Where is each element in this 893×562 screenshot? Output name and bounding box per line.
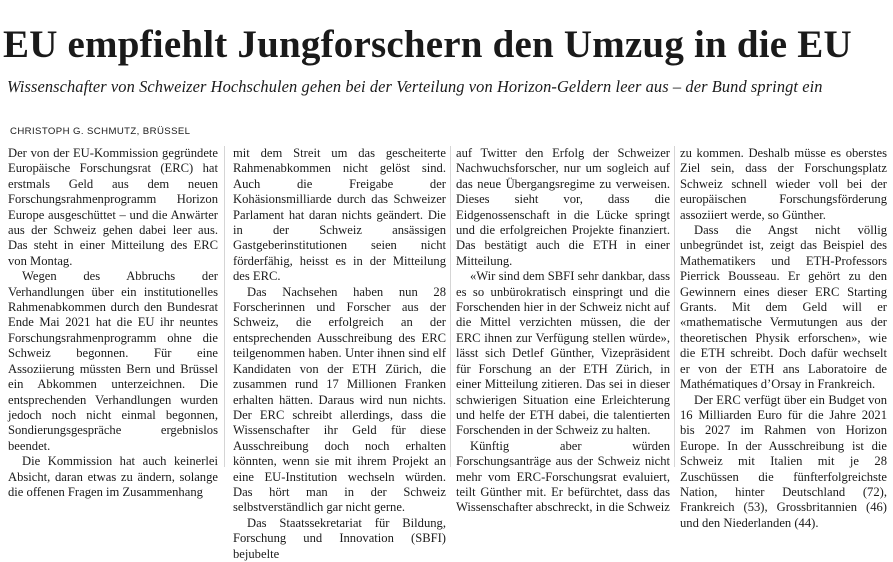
article-column-1 bbox=[8, 146, 218, 500]
paragraph: Die Kommission hat auch keinerlei Absicht, daran etwas zu ändern, solange die offenen Fragen im Zusammenhang bbox=[8, 454, 218, 499]
paragraph: Der ERC verfügt über ein Budget von 16 Milliarden Euro für die Jahre 2021 bis 2027 im Rahmen von Horizon Europe. In der Ausschreibung ist die Schweiz mit Italien mit je 28 Zuschüssen die fünfterfolgreichste Nation, hinter Deutschland (72), Frankreich (53), Grossbritannien (46) und den Niederlanden (44). bbox=[680, 392, 887, 530]
paragraph: Wegen des Abbruchs der Verhandlungen über ein institutionelles Rahmenabkommen durch den Bundesrat Ende Mai 2021 hat die EU ihr neuntes Forschungsrahmenprogramm ohne die Schweiz begonnen. Für eine Assoziierung müssten Bern und Brüssel ein Abkommen unterzeichnen. Die entsprechenden Verhandlungen wurden jedoch noch nicht einmal begonnen, Sondierungsgespräche ergebnislos beendet. bbox=[8, 269, 218, 453]
paragraph: «Wir sind dem SBFI sehr dankbar, dass es so unbürokratisch einspringt und die Forschenden hier in der Schweiz nicht auf die Mittel verzichten müssen, die der ERC ihnen zur Verfügung stellen würde», lässt sich Detlef Günther, Vizepräsident für Forschung an der ETH Zürich, in einer Mitteilung zitieren. Das sei in dieser schwierigen Situation eine Erleichterung und helfe der ETH dabei, die talentierten Forschenden in der Schweiz zu halten. bbox=[456, 269, 670, 438]
paragraph: mit dem Streit um das gescheiterte Rahmenabkommen nicht gelöst sind. Auch die Freigabe der Kohäsionsmilliarde durch das Schweizer Parlament hat daran nichts geändert. Die in der Schweiz ansässigen Gastgeberinstitutionen seien nicht förderfähig, heisst es in der Mitteilung des ERC. bbox=[233, 146, 446, 284]
column-divider bbox=[224, 146, 225, 467]
column-divider bbox=[674, 146, 675, 467]
paragraph: Künftig aber würden Forschungsanträge aus der Schweiz nicht mehr vom ERC-Forschungsrat evaluiert, teilt Günther mit. Er befürchtet, dass das Wissenschafter abschreckt, in die Schweiz bbox=[456, 438, 670, 515]
paragraph: Der von der EU-Kommission gegründete Europäische Forschungsrat (ERC) hat erstmals Geld aus dem neuen Forschungsrahmenprogramm Horizon Europe ausgeschüttet – und die Anwärter aus der Schweiz gehen dabei leer aus. Das steht in einer Mitteilung des ERC von Montag. bbox=[8, 146, 218, 268]
byline: CHRISTOPH G. SCHMUTZ, BRÜSSEL bbox=[10, 126, 191, 137]
paragraph: Das Staatssekretariat für Bildung, Forschung und Innovation (SBFI) bejubelte bbox=[233, 515, 446, 561]
paragraph: zu kommen. Deshalb müsse es oberstes Ziel sein, dass der Forschungsplatz Schweiz schnell wieder voll bei der europäischen Forschungsförderung assoziiert werde, so Günther. bbox=[680, 146, 887, 222]
article-column-2 bbox=[233, 146, 446, 562]
column-divider bbox=[450, 146, 451, 467]
subheadline: Wissenschafter von Schweizer Hochschulen gehen bei der Verteilung von Horizon-Geldern leer aus – der Bund springt ein bbox=[7, 77, 823, 96]
paragraph: auf Twitter den Erfolg der Schweizer Nachwuchsforscher, nur um sogleich auf das neue Übergangsregime zu verweisen. Dieses sieht vor, dass die Eidgenossenschaft in die Lücke springt und die erfolgreichen Projekte finanziert. Das bestätigt auch die ETH in einer Mitteilung. bbox=[456, 146, 670, 268]
paragraph: Das Nachsehen haben nun 28 Forscherinnen und Forscher aus der Schweiz, die erfolgreich an der entsprechenden Ausschreibung des ERC teilgenommen haben. Unter ihnen sind elf Kandidaten von der ETH Zürich, die zusammen rund 17 Millionen Franken erhalten hätten. Daraus wird nun nichts. Der ERC schreibt allerdings, dass die Wissenschafter ihr Geld für diese Ausschreibung doch noch erhalten könnten, wenn sie mit ihrem Projekt an eine EU-Institution wechseln würden. Das hört man in der Schweiz selbstverständlich gar nicht gerne. bbox=[233, 284, 446, 515]
article-column-4 bbox=[680, 146, 887, 531]
paragraph: Dass die Angst nicht völlig unbegründet ist, zeigt das Beispiel des Mathematikers und ETH-Professors Pierrick Bousseau. Er gehört zu den Gewinnern eines dieser ERC Starting Grants. Mit dem Geld will er «mathematische Vermutungen aus der theoretischen Physik erforschen», wie die ETH schreibt. Doch dafür wechselt er von der ETH ans Laboratoire de Mathématiques d’Orsay in Frankreich. bbox=[680, 223, 887, 392]
headline: EU empfiehlt Jungforschern den Umzug in die EU bbox=[3, 23, 852, 66]
article-column-3 bbox=[456, 146, 670, 516]
